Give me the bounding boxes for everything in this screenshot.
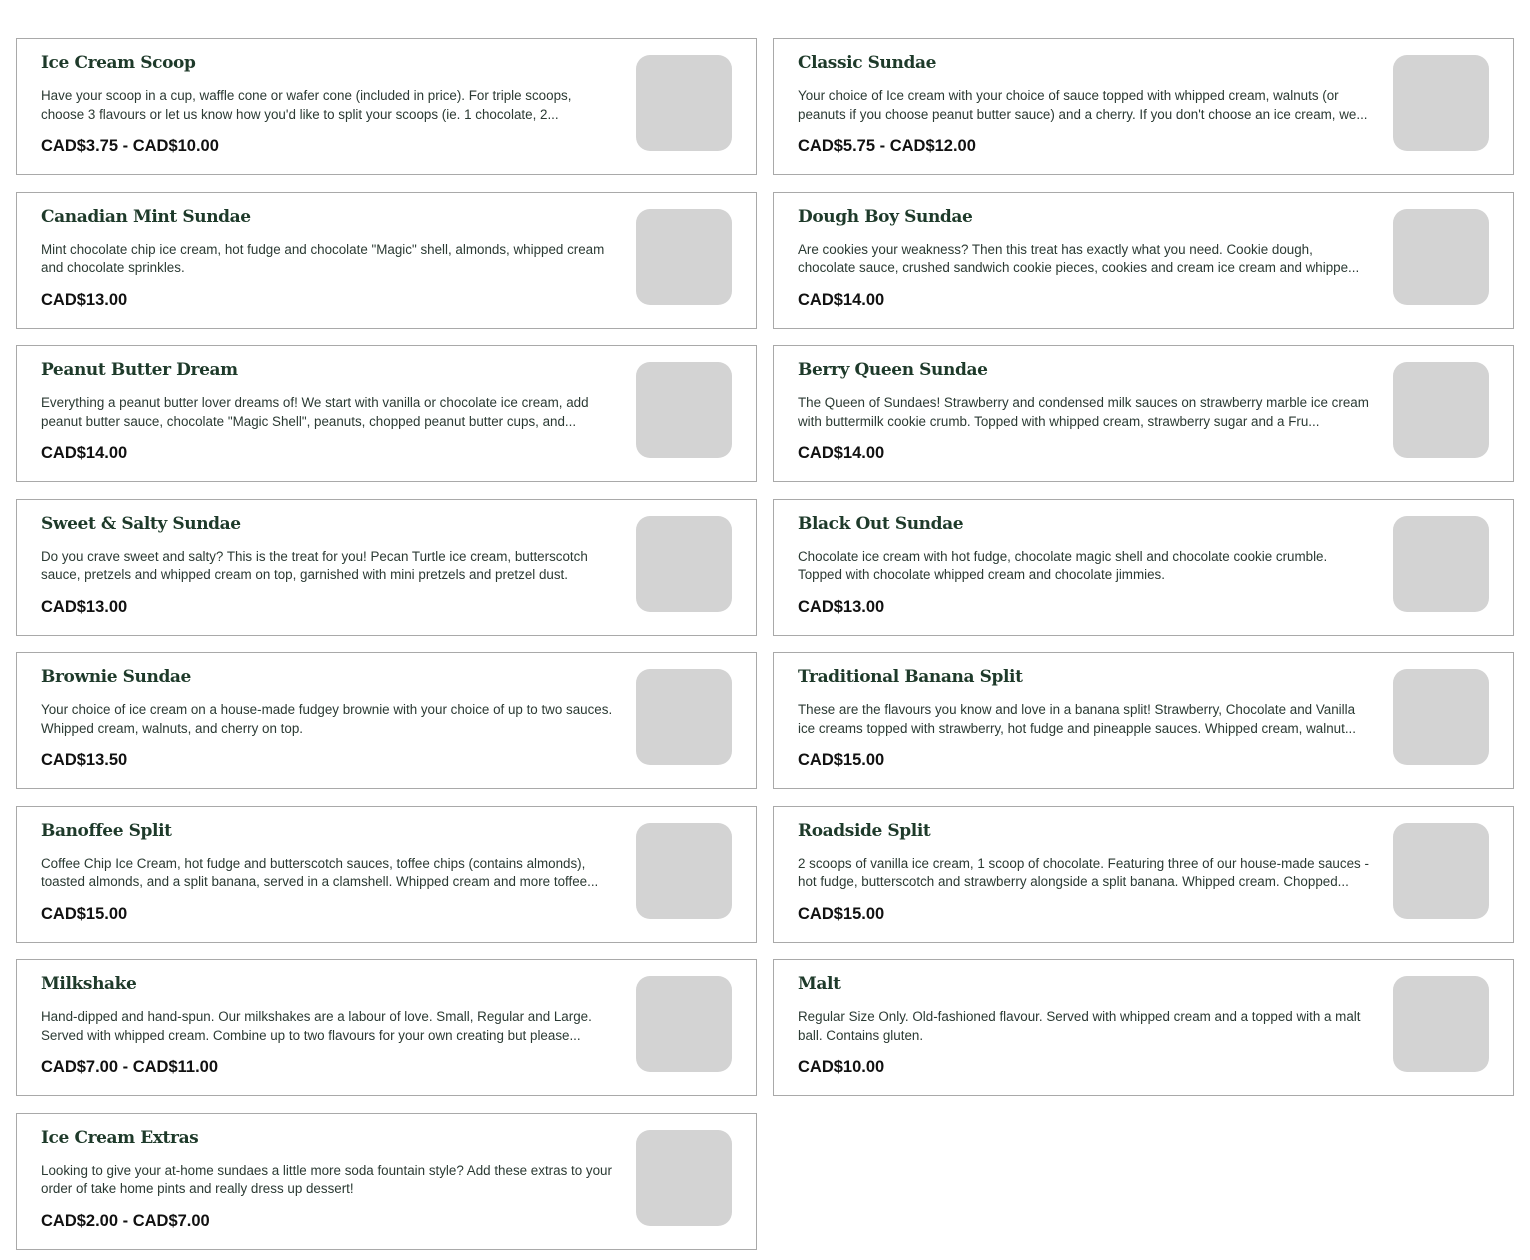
menu-item-description: Mint chocolate chip ice cream, hot fudge and chocolate "Magic" shell, almonds, whipped cream and chocolate sprinkles.	[41, 241, 605, 275]
menu-item-image-placeholder	[1393, 209, 1489, 305]
menu-item-card[interactable]	[773, 192, 1514, 329]
menu-item-description: These are the flavours you know and love in a banana split! Strawberry, Chocolate and Vanilla ice creams topped with strawberry, hot fudge and pineapple sauces. Whipped cream, walnut...	[798, 702, 1356, 736]
menu-item-name: Ice Cream Scoop	[41, 53, 196, 73]
menu-item-price: CAD$2.00 - CAD$7.00	[41, 1211, 210, 1230]
menu-item-description: Coffee Chip Ice Cream, hot fudge and butterscotch sauces, toffee chips (contains almonds), toasted almonds, and a split banana, served in a clamshell. Whipped cream and more toffee...	[41, 855, 599, 889]
menu-item-name: Banoffee Split	[41, 820, 172, 841]
menu-item-price: CAD$5.75 - CAD$12.00	[798, 137, 976, 155]
menu-item-card[interactable]	[773, 806, 1514, 943]
menu-item-card[interactable]	[773, 345, 1514, 482]
menu-item-price: CAD$13.50	[41, 751, 128, 769]
menu-item-description: Have your scoop in a cup, waffle cone or wafer cone (included in price). For triple scoops, choose 3 flavours or let us know how you'd like to split your scoops (ie. 1 chocolate, 2...	[41, 88, 572, 122]
menu-item-description: 2 scoops of vanilla ice cream, 1 scoop of chocolate. Featuring three of our house-made sauces - hot fudge, butterscotch and strawberry alongside a split banana. Whipped cream. Chopped...	[798, 855, 1369, 889]
menu-item-price: CAD$13.00	[798, 597, 885, 616]
menu-item-price: CAD$13.00	[41, 597, 128, 616]
menu-item-price: CAD$14.00	[798, 290, 885, 309]
menu-item-card[interactable]	[773, 38, 1514, 175]
menu-item-card[interactable]	[16, 959, 757, 1096]
menu-item-name: Traditional Banana Split	[798, 667, 1023, 687]
menu-item-name: Canadian Mint Sundae	[41, 206, 251, 227]
menu-item-description: Chocolate ice cream with hot fudge, chocolate magic shell and chocolate cookie crumble. Topped with chocolate whipped cream and chocolate jimmies.	[798, 548, 1328, 582]
menu-item-price: CAD$15.00	[798, 904, 885, 923]
menu-item-description: Are cookies your weakness? Then this treat has exactly what you need. Cookie dough, chocolate sauce, crushed sandwich cookie pieces, cookies and cream ice cream and whippe...	[798, 241, 1360, 275]
menu-item-price: CAD$13.00	[41, 290, 128, 309]
menu-item-price: CAD$15.00	[41, 904, 128, 923]
menu-item-name: Brownie Sundae	[41, 667, 191, 687]
menu-item-description: Your choice of ice cream on a house-made fudgey brownie with your choice of up to two sauces. Whipped cream, walnuts, and cherry on top.	[41, 702, 613, 736]
menu-item-image-placeholder	[1393, 976, 1489, 1072]
menu-item-name: Classic Sundae	[798, 53, 936, 73]
menu-item-image-placeholder	[636, 823, 732, 919]
menu-item-description: Do you crave sweet and salty? This is the treat for you! Pecan Turtle ice cream, butterscotch sauce, pretzels and whipped cream on top, garnished with mini pretzels and pretzel dust.	[41, 548, 588, 582]
menu-item-image-placeholder	[636, 669, 732, 765]
menu-item-description: Hand-dipped and hand-spun. Our milkshakes are a labour of love. Small, Regular and Large. Served with whipped cream. Combine up to two flavours for your own creating but please...	[41, 1009, 592, 1043]
menu-item-name: Roadside Split	[798, 820, 931, 841]
menu-item-price: CAD$7.00 - CAD$11.00	[41, 1058, 219, 1076]
menu-item-price: CAD$15.00	[798, 751, 885, 769]
menu-item-price: CAD$10.00	[798, 1058, 885, 1076]
menu-item-description: Your choice of Ice cream with your choice of sauce topped with whipped cream, walnuts (or peanuts if you choose peanut butter sauce) and a cherry. If you don't choose an ice cream, we...	[798, 88, 1368, 122]
menu-item-card[interactable]	[16, 192, 757, 329]
menu-item-grid	[16, 38, 1514, 1250]
menu-item-price: CAD$3.75 - CAD$10.00	[41, 137, 219, 155]
menu-item-description: The Queen of Sundaes! Strawberry and condensed milk sauces on strawberry marble ice cream with buttermilk cookie crumb. Topped with whipped cream, strawberry sugar and a Fru...	[798, 395, 1369, 429]
menu-item-card[interactable]	[773, 499, 1514, 636]
menu-item-name: Peanut Butter Dream	[41, 360, 238, 380]
menu-item-card[interactable]	[16, 806, 757, 943]
menu-item-description: Looking to give your at-home sundaes a little more soda fountain style? Add these extras to your order of take home pints and really dress up dessert!	[41, 1162, 612, 1196]
menu-item-name: Malt	[798, 974, 841, 994]
menu-item-name: Berry Queen Sundae	[798, 360, 988, 380]
menu-item-price: CAD$14.00	[41, 444, 128, 462]
menu-item-image-placeholder	[1393, 823, 1489, 919]
menu-item-card[interactable]	[16, 652, 757, 789]
menu-item-image-placeholder	[636, 362, 732, 458]
menu-item-name: Dough Boy Sundae	[798, 206, 973, 227]
menu-item-name: Ice Cream Extras	[41, 1127, 199, 1148]
menu-item-image-placeholder	[636, 55, 732, 151]
menu-item-name: Sweet & Salty Sundae	[41, 513, 241, 534]
menu-item-card[interactable]	[773, 959, 1514, 1096]
menu-item-image-placeholder	[636, 516, 732, 612]
menu-item-image-placeholder	[636, 1130, 732, 1226]
menu-item-card[interactable]	[773, 652, 1514, 789]
menu-item-image-placeholder	[1393, 362, 1489, 458]
menu-item-card[interactable]	[16, 38, 757, 175]
menu-item-description: Everything a peanut butter lover dreams of! We start with vanilla or chocolate ice cream, add peanut butter sauce, chocolate "Magic Shell", peanuts, chopped peanut butter cups, and...	[41, 395, 589, 429]
menu-item-image-placeholder	[1393, 516, 1489, 612]
menu-item-name: Black Out Sundae	[798, 513, 964, 534]
menu-item-price: CAD$14.00	[798, 444, 885, 462]
menu-item-description: Regular Size Only. Old-fashioned flavour. Served with whipped cream and a topped with a malt ball. Contains gluten.	[798, 1009, 1361, 1043]
menu-item-image-placeholder	[636, 209, 732, 305]
menu-item-image-placeholder	[1393, 669, 1489, 765]
menu-item-card[interactable]	[16, 499, 757, 636]
menu-item-image-placeholder	[1393, 55, 1489, 151]
menu-item-card[interactable]	[16, 1113, 757, 1250]
menu-item-name: Milkshake	[41, 974, 137, 994]
menu-item-image-placeholder	[636, 976, 732, 1072]
menu-item-card[interactable]	[16, 345, 757, 482]
